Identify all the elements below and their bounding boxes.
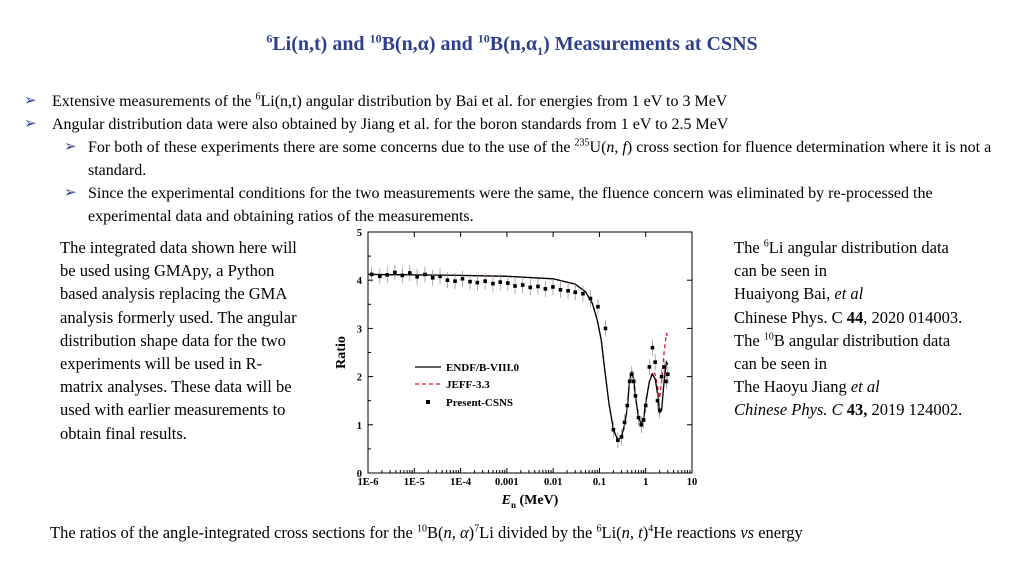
data-point	[415, 275, 419, 279]
slide-title	[0, 33, 1024, 56]
ref1-etal: et al	[834, 284, 864, 304]
data-point	[408, 271, 412, 275]
cap-vs: vs	[740, 523, 755, 542]
bullet-3-mid: U(	[589, 139, 607, 156]
data-point	[644, 404, 648, 408]
cap-t3: )	[468, 523, 475, 542]
data-point	[596, 305, 600, 309]
bullet-1-pre: Extensive measurements of the	[52, 93, 256, 110]
data-point	[648, 365, 652, 369]
bullet-3-comma: ,	[614, 139, 623, 156]
data-point	[461, 277, 465, 281]
data-point	[658, 409, 662, 413]
x-tick-label: 0.01	[543, 477, 563, 488]
cap-t2: ,	[451, 523, 460, 542]
cap-t: t	[638, 523, 643, 542]
cap-n2: n	[621, 523, 630, 542]
data-point	[573, 290, 577, 294]
bullet-3-sup: 235	[574, 137, 590, 149]
legend-label: Present-CSNS	[446, 397, 514, 409]
y-tick-label: 5	[356, 228, 362, 239]
legend-swatch-present	[426, 400, 430, 404]
data-point	[616, 438, 620, 442]
data-point	[589, 297, 593, 301]
ref1-journal: Chinese Phys. C	[734, 307, 847, 327]
jeff-series-line	[368, 274, 668, 440]
data-point	[662, 365, 666, 369]
left-text-block: The integrated data shown here will be used using GMApy, a Python based analysis replacing the GMA analysis formerly used. The angular distribution shape data for the two experiments will be used in R-matrix analyses. These data will be used with earlier measurements to obtain final results.	[60, 238, 297, 443]
data-point	[612, 428, 616, 432]
title-part-2: B(n,α) and	[381, 33, 478, 55]
data-point	[656, 399, 660, 403]
bullet-3	[24, 136, 1014, 182]
x-tick-label: 0.001	[495, 477, 519, 488]
cap-t4: Li divided by the	[479, 523, 597, 542]
bullet-2	[24, 113, 1014, 136]
cap-t1: B(	[427, 523, 444, 542]
data-point	[604, 327, 608, 331]
cap-t5: Li(	[601, 523, 622, 542]
data-point	[483, 279, 487, 283]
data-point	[476, 281, 480, 285]
data-point	[634, 394, 638, 398]
ref1-post: Li angular distribution data can be seen in	[734, 238, 949, 281]
x-tick-label: 1E-5	[403, 477, 425, 488]
x-tick-label: 1E-4	[450, 477, 472, 488]
bullet-1-sup: 6	[255, 91, 261, 103]
data-point	[446, 278, 450, 282]
arrow-bullet-icon: ➢	[24, 116, 37, 132]
data-point	[623, 421, 627, 425]
cap-sup-4: 4	[648, 523, 654, 535]
x-axis-label: $E_n$ (MeV)	[501, 493, 559, 510]
data-point	[544, 287, 548, 291]
figure-caption	[50, 523, 803, 543]
bullet-1	[24, 90, 1014, 113]
data-point	[528, 286, 532, 290]
title-sup-6: 6	[266, 31, 273, 46]
legend-label: ENDF/B-VIII.0	[446, 362, 520, 374]
data-point	[385, 273, 389, 277]
data-point	[498, 280, 502, 284]
data-point	[551, 285, 555, 289]
ref2-post: B angular distribution data can be seen in	[734, 330, 951, 374]
data-point	[423, 273, 427, 277]
x-tick-label: 10	[686, 477, 698, 488]
data-point	[506, 281, 510, 285]
ref2-etal: et al	[850, 377, 880, 397]
right-text-block	[734, 236, 974, 422]
bullet-3-f: f	[622, 139, 627, 156]
ref1-year: , 2020 014003.	[863, 307, 963, 327]
data-point	[651, 346, 655, 350]
ref2-pre: The	[734, 330, 764, 350]
data-point	[491, 282, 495, 286]
cap-alpha: α	[460, 523, 469, 542]
title-part-4: ) Measurements at CSNS	[543, 33, 758, 55]
x-tick-label: 1	[643, 477, 649, 488]
data-point	[431, 276, 435, 280]
data-point	[653, 360, 657, 364]
data-point	[559, 288, 563, 292]
ref1-sup: 6	[763, 238, 769, 250]
data-point	[666, 372, 670, 376]
data-point	[536, 285, 540, 289]
ratio-chart	[325, 222, 705, 514]
arrow-bullet-icon: ➢	[24, 93, 37, 109]
y-tick-label: 4	[356, 276, 362, 288]
bullet-1-post: Li(n,t) angular distribution by Bai et al. for energies from 1 eV to 3 MeV	[260, 93, 728, 110]
y-tick-label: 3	[356, 324, 362, 336]
y-tick-label: 1	[356, 420, 362, 432]
data-point	[513, 284, 517, 288]
data-point	[393, 271, 397, 275]
ref2-journal: Chinese Phys. C	[734, 400, 847, 420]
ref2-year: 2019 124002.	[867, 400, 963, 420]
cap-sup-10: 10	[417, 523, 427, 535]
bullet-2-text: Angular distribution data were also obtained by Jiang et al. for the boron standards from 1 eV to 2.5 MeV	[52, 116, 729, 133]
data-point	[628, 380, 632, 384]
data-point	[625, 404, 629, 408]
y-tick-label: 2	[356, 372, 362, 384]
bullet-4-text: Since the experimental conditions for the two measurements were the same, the fluence concern was eliminated by re-processed the experimental data and obtaining ratios of the measurements.	[88, 185, 933, 225]
data-point	[453, 279, 457, 283]
y-tick-label: 0	[356, 469, 362, 480]
data-point	[521, 283, 525, 287]
title-sup-10a: 10	[369, 31, 382, 46]
cap-t8: He reactions	[653, 523, 741, 542]
data-point	[632, 380, 636, 384]
data-point	[639, 423, 643, 427]
data-point	[642, 418, 646, 422]
data-point	[468, 280, 472, 284]
data-point	[630, 372, 634, 376]
cap-t7: )	[642, 523, 649, 542]
data-point	[378, 275, 382, 279]
bullet-list	[24, 90, 1014, 228]
data-point	[566, 289, 570, 293]
arrow-bullet-icon: ➢	[64, 185, 77, 201]
ref2-volume: 43,	[846, 400, 868, 420]
cap-t9: energy	[754, 523, 803, 542]
title-part-1: Li(n,t) and	[272, 33, 370, 55]
plot-frame	[368, 232, 692, 473]
ref2-sup: 10	[763, 331, 774, 343]
cap-sup-7: 7	[474, 523, 480, 535]
cap-pre: The ratios of the angle-integrated cross sections for the	[50, 523, 417, 542]
data-point	[370, 273, 374, 277]
title-sub-1: 1	[537, 44, 544, 58]
data-point	[620, 435, 624, 439]
title-part-3: B(n,α	[489, 33, 538, 55]
bullet-3-post: ) cross section for fluence determination where it is not a standard.	[88, 139, 992, 179]
bullet-3-n: n	[606, 139, 615, 156]
data-point	[581, 292, 585, 296]
ref2-author: The Haoyu Jiang	[734, 377, 851, 397]
data-point	[400, 274, 404, 278]
bullet-3-pre: For both of these experiments there are some concerns due to the use of the	[88, 139, 575, 156]
data-point	[637, 416, 641, 420]
cap-n1: n	[443, 523, 452, 542]
cap-t6: ,	[629, 523, 639, 542]
ref1-pre: The	[734, 238, 764, 257]
legend-label: JEFF-3.3	[446, 379, 490, 391]
ref1-volume: 44	[846, 307, 864, 327]
x-tick-label: 0.1	[592, 477, 606, 488]
y-axis-label: Ratio	[334, 336, 349, 369]
data-point	[438, 275, 442, 279]
x-tick-label: 1E-6	[357, 477, 379, 488]
data-point	[660, 375, 664, 379]
arrow-bullet-icon: ➢	[64, 139, 77, 155]
endf-series-line	[368, 274, 668, 440]
ref1-author: Huaiyong Bai,	[734, 284, 835, 304]
title-sup-10b: 10	[477, 31, 490, 46]
cap-sup-6: 6	[596, 523, 602, 535]
